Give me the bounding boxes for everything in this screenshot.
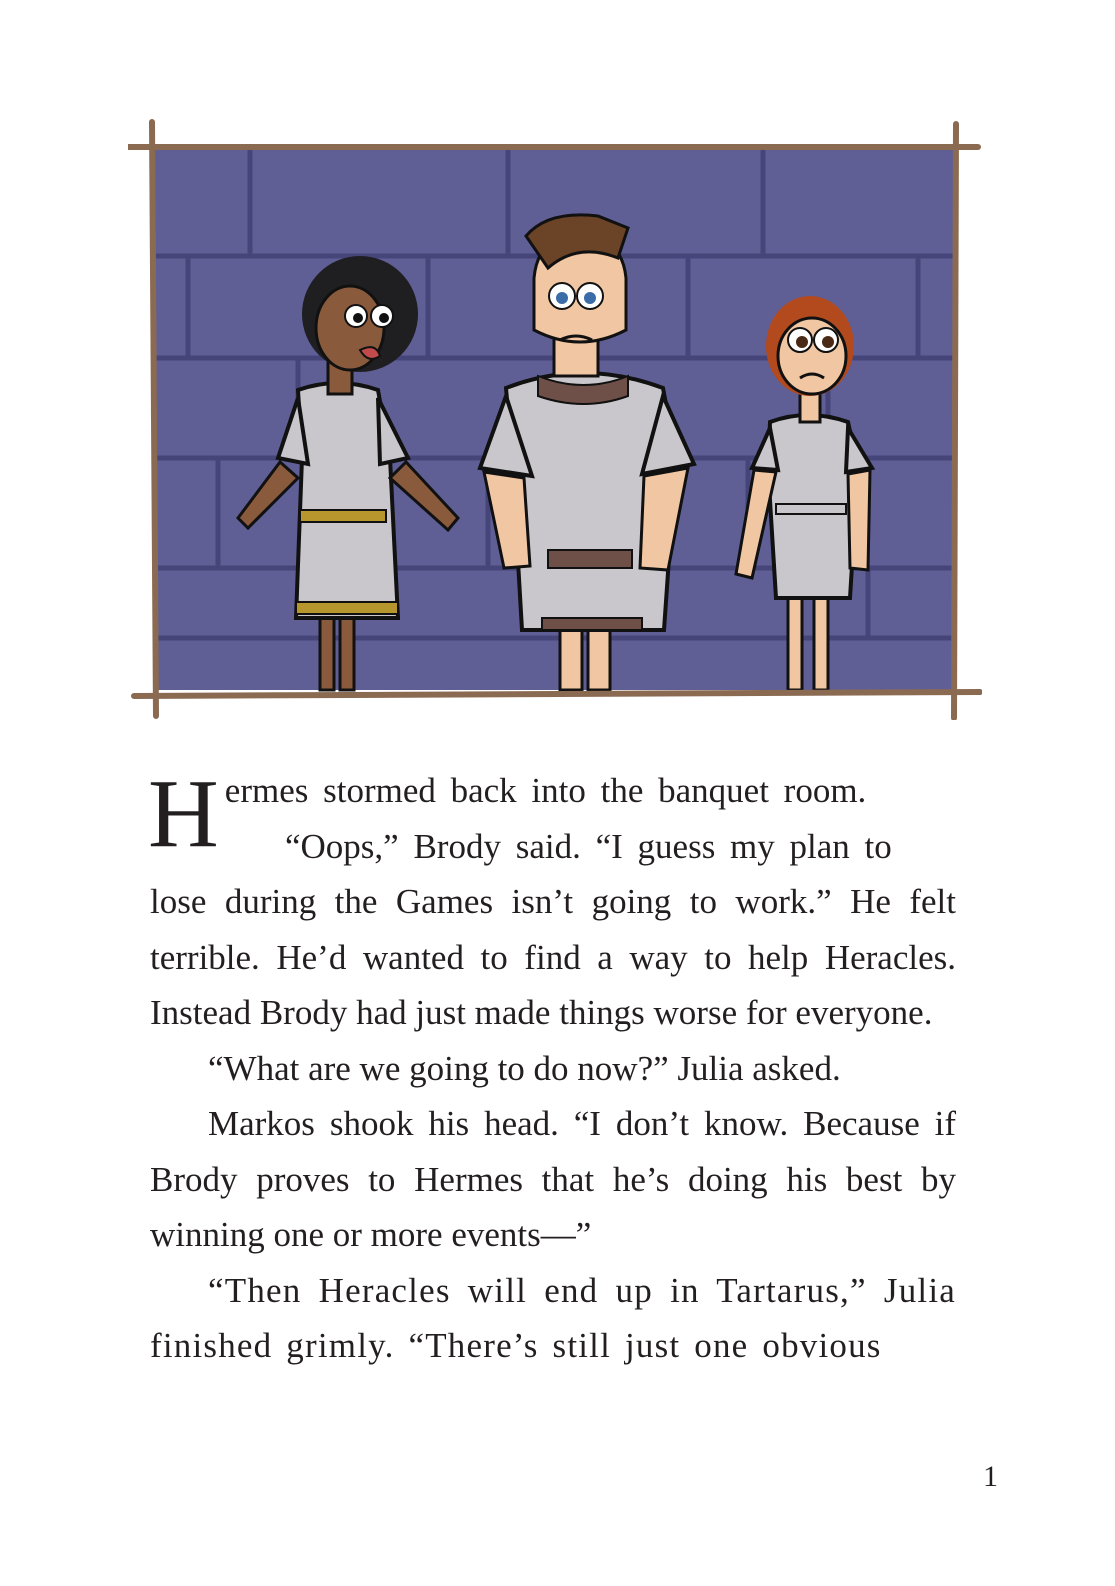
drop-cap: H xyxy=(148,760,219,868)
paragraph-1-text: ermes stormed back into the banquet room. xyxy=(224,771,867,810)
paragraph-2 xyxy=(150,819,956,1041)
story-text xyxy=(148,760,956,1374)
paragraph-3: “What are we going to do now?” Julia asked. xyxy=(208,1048,841,1088)
paragraph-2-text: lose during the Games isn’t going to work.” He felt terrible. He’d wanted to find a way to help Heracles. Instead Brody had just made things worse for everyone. xyxy=(150,882,956,1032)
paragraph-4: Markos shook his head. “I don’t know. Because if Brody proves to Hermes that he’s doing his best by winning one or more events—” xyxy=(150,1104,956,1254)
paragraph-2-line-1: “Oops,” Brody said. “I guess my plan to xyxy=(285,826,892,866)
page-number: 1 xyxy=(983,1460,998,1493)
illustration xyxy=(128,118,982,720)
paragraph-5: “Then Heracles will end up in Tartarus,” Julia finished grimly. “There’s still just one obvious xyxy=(150,1270,956,1365)
